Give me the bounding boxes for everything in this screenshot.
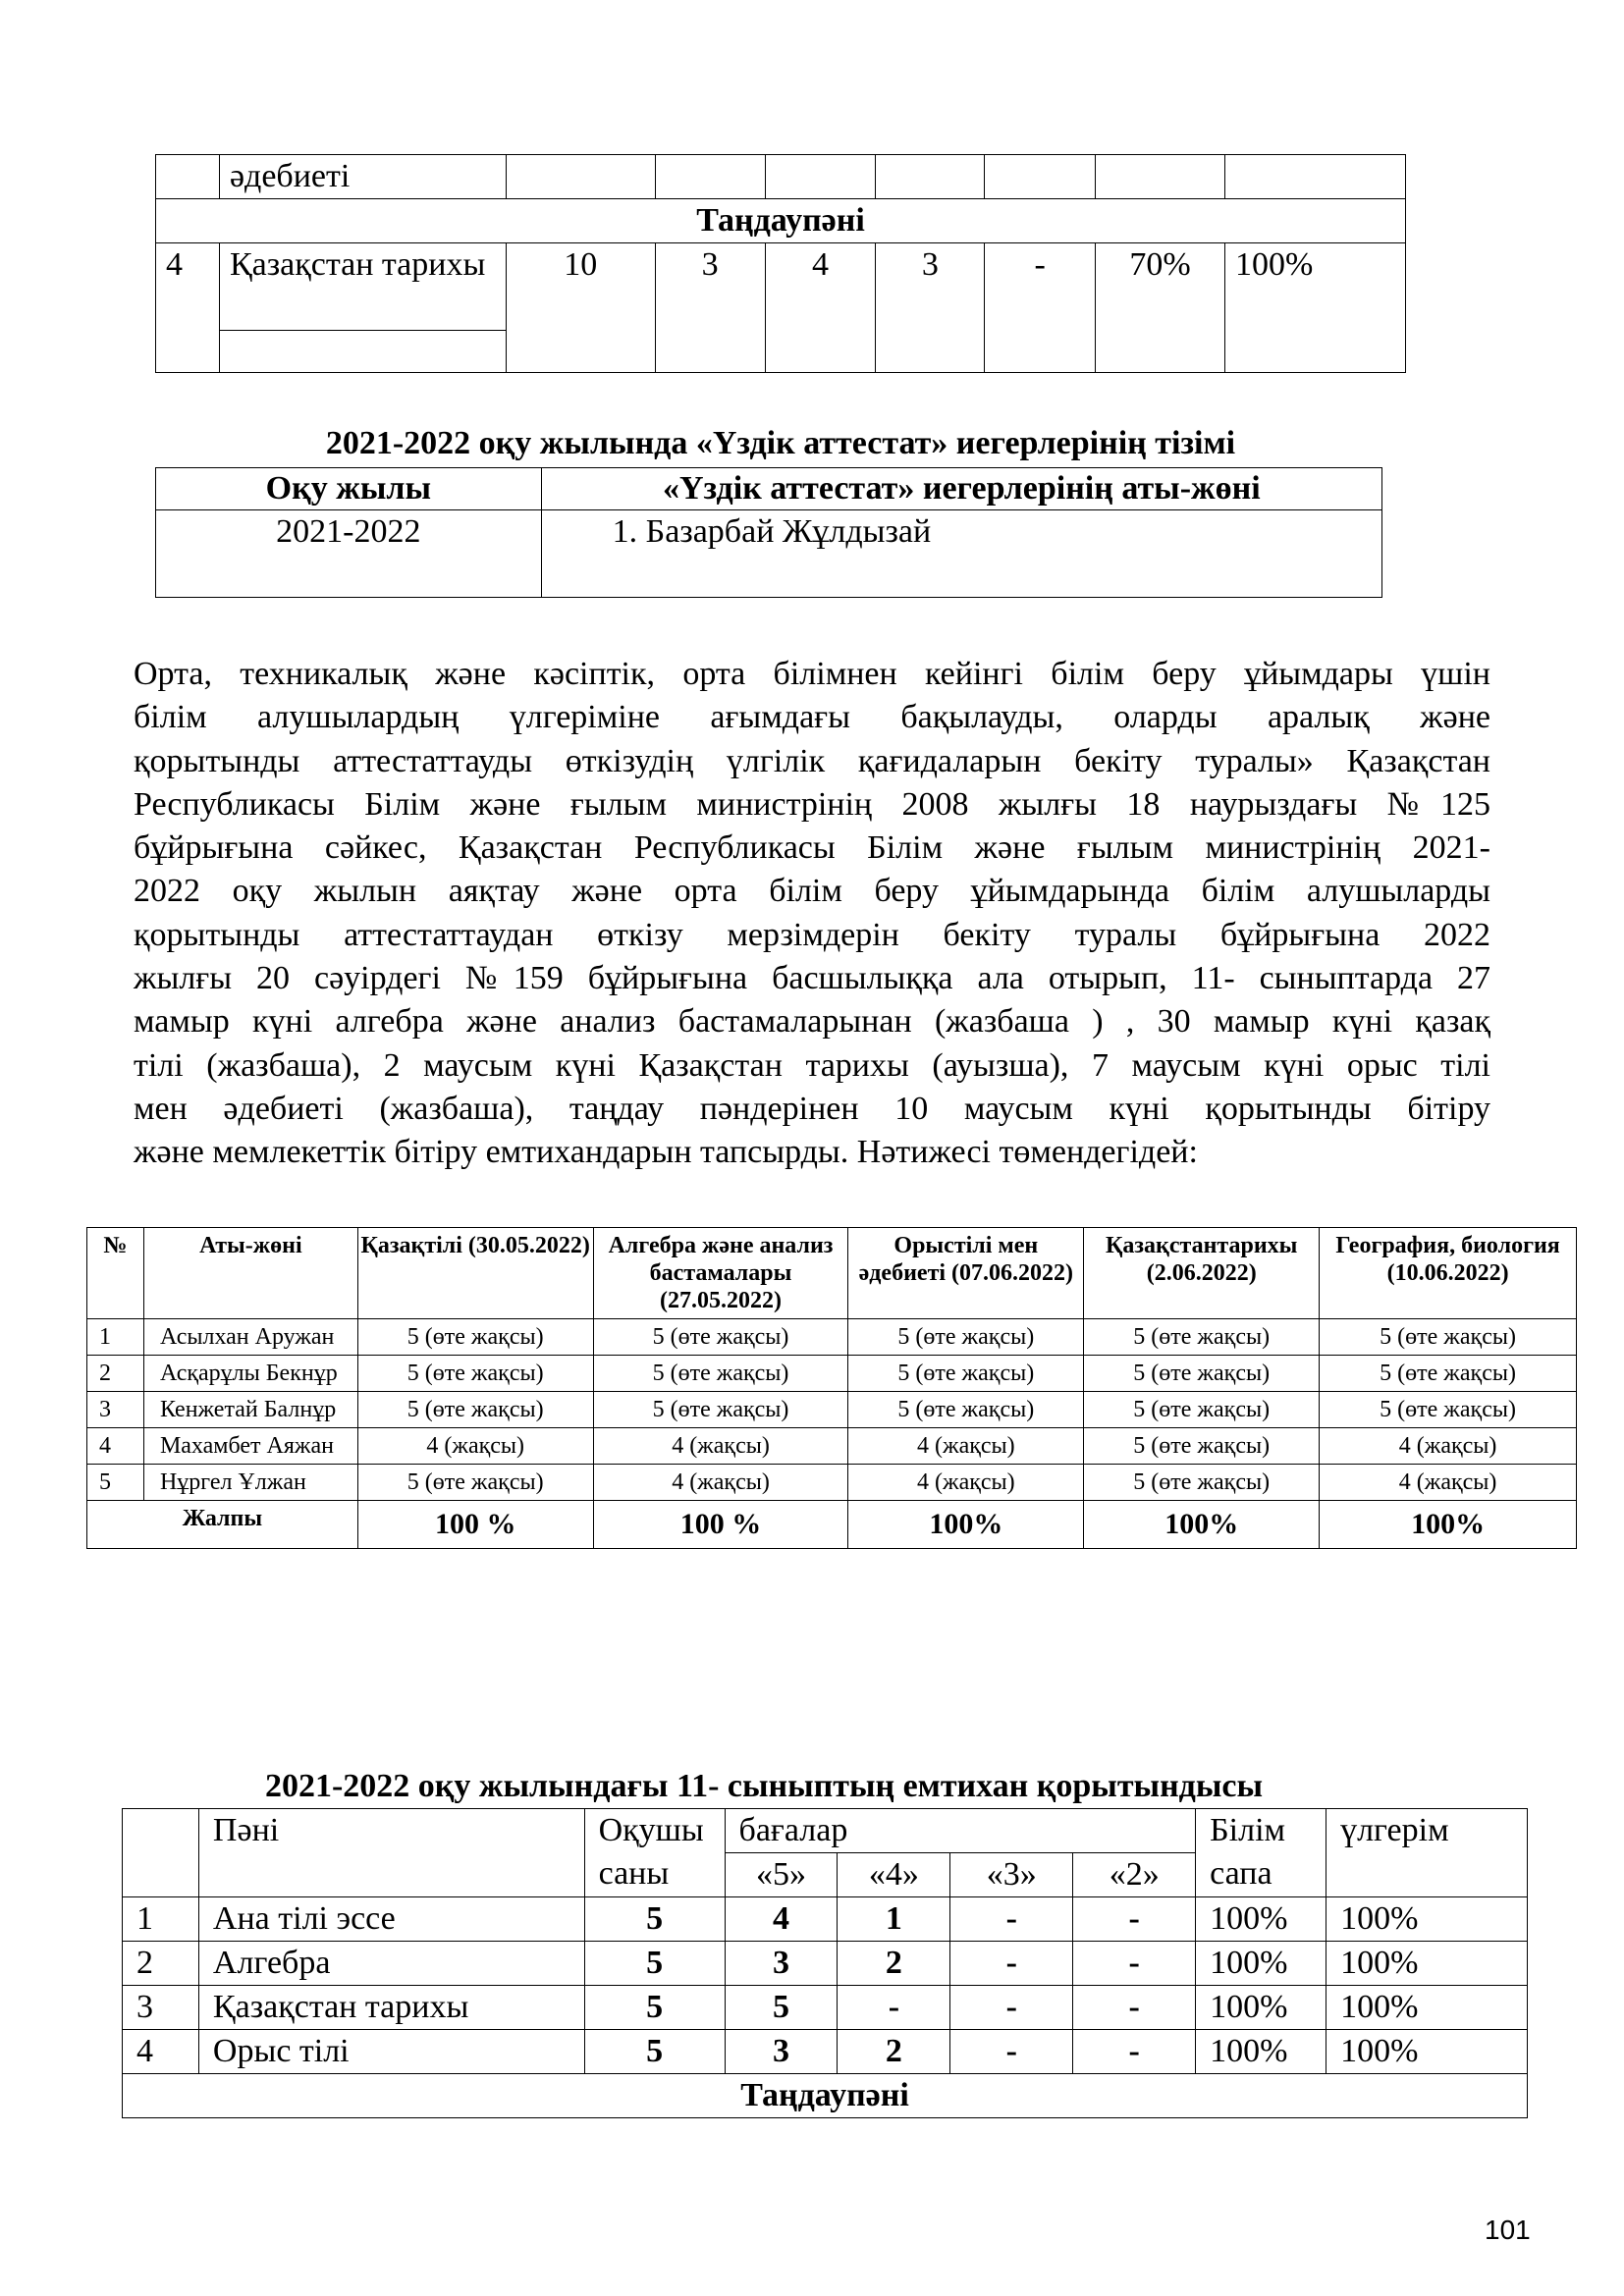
grade-russian: 5 (өте жақсы) (848, 1356, 1084, 1392)
paragraph-line: мен әдебиеті (жазбаша), таңдау пәндерінен 10 маусым күні қорытынды бітіру (134, 1090, 1490, 1127)
paragraph-line: және мемлекеттік бітіру емтихандарын тапсырды. Нәтижесі төмендегідей: (134, 1134, 1198, 1171)
progress-cell: 100% (1225, 243, 1406, 373)
grade3-cell: 3 (876, 243, 985, 373)
elective-header: Таңдаупәні (156, 199, 1406, 243)
grade-russian: 4 (жақсы) (848, 1428, 1084, 1465)
col-num-header: № (87, 1228, 144, 1319)
grade-russian: 5 (өте жақсы) (848, 1319, 1084, 1356)
table-row (123, 1897, 1528, 1942)
table-row (156, 199, 1406, 243)
grade2-cell: - (1073, 1942, 1196, 1986)
grade-geo: 5 (өте жақсы) (1320, 1319, 1577, 1356)
col-geo-header: География, биология (10.06.2022) (1320, 1228, 1577, 1319)
grade4-cell: - (838, 1986, 950, 2030)
col-russian-header: Орыстілі мен әдебиеті (07.06.2022) (848, 1228, 1084, 1319)
total-algebra: 100 % (593, 1501, 848, 1549)
grade5-cell: 3 (725, 2030, 838, 2074)
col-grades-header: бағалар (725, 1809, 1196, 1853)
table-header-row (156, 468, 1382, 510)
paragraph-line: бұйрығына сәйкес, Қазақстан Республикасы Білім және ғылым министрінің 2021- (134, 829, 1490, 867)
subject-cell: әдебиеті (219, 155, 506, 199)
grade-history: 5 (өте жақсы) (1084, 1356, 1320, 1392)
grade-geo: 5 (өте жақсы) (1320, 1392, 1577, 1428)
grade-kazakh: 5 (өте жақсы) (357, 1465, 593, 1501)
paragraph-line: Республикасы Білім және ғылым министрінің 2008 жылғы 18 наурыздағы №125 (134, 785, 1490, 823)
student-name: Нұргел Ұлжан (143, 1465, 357, 1501)
results-title: 2021-2022 оқу жылындағы 11- сыныптың емтихан қорытындысы (264, 1768, 1264, 1804)
col-name-header: Аты-жөні (143, 1228, 357, 1319)
paragraph-line: қорытынды аттестаттауды өткізудің үлгілік қағидаларын бекіту туралы» Қазақстан (134, 742, 1490, 779)
grade-algebra: 5 (өте жақсы) (593, 1356, 848, 1392)
year-cell: 2021-2022 (156, 510, 542, 598)
col-kazakh-header: Қазақтілі (30.05.2022) (357, 1228, 593, 1319)
elective-header: Таңдаупәні (123, 2074, 1528, 2118)
subject-cell: Алгебра (198, 1942, 584, 1986)
subject-cell: Қазақстан тарихы (198, 1986, 584, 2030)
grade-russian: 5 (өте жақсы) (848, 1392, 1084, 1428)
table-row (123, 1942, 1528, 1986)
col-history-header: Қазақстантарихы (2.06.2022) (1084, 1228, 1320, 1319)
row-number: 4 (87, 1428, 144, 1465)
row-number: 3 (87, 1392, 144, 1428)
row-number: 1 (87, 1319, 144, 1356)
body-paragraph (134, 653, 1490, 1175)
table-row (87, 1428, 1577, 1465)
grade4-cell: 1 (838, 1897, 950, 1942)
grade-geo: 4 (жақсы) (1320, 1465, 1577, 1501)
students-cell: 5 (584, 1986, 725, 2030)
grade2-cell: - (1073, 2030, 1196, 2074)
grade2-cell: - (1073, 1986, 1196, 2030)
student-name: Асқарұлы Бекнұр (143, 1356, 357, 1392)
paragraph-line: мамыр күні алгебра және анализ бастамаларынан (жазбаша ) , 30 мамыр күні қазақ (134, 1003, 1490, 1041)
paragraph-line: білім алушылардың үлгеріміне ағымдағы бақылауды, оларды аралық және (134, 699, 1490, 736)
grade4-cell: 2 (838, 1942, 950, 1986)
table-row (87, 1356, 1577, 1392)
grade-history: 5 (өте жақсы) (1084, 1319, 1320, 1356)
grade-algebra: 5 (өте жақсы) (593, 1392, 848, 1428)
total-history: 100% (1084, 1501, 1320, 1549)
total-russian: 100% (848, 1501, 1084, 1549)
col-g3-header: «3» (950, 1853, 1073, 1897)
grade3-cell: - (950, 1942, 1073, 1986)
holder-cell: 1. Базарбай Жұлдызай (541, 510, 1381, 598)
col-g4-header: «4» (838, 1853, 950, 1897)
best-certificate-title: 2021-2022 оқу жылында «Үздік аттестат» иегерлерінің тізімі (325, 425, 1236, 461)
student-exam-table (86, 1227, 1577, 1549)
paragraph-line: Орта, техникалық және кәсіптік, орта білімнен кейінгі білім беру ұйымдары үшін (134, 656, 1490, 692)
quality-cell: 70% (1096, 243, 1225, 373)
table-header-row (123, 1809, 1528, 1853)
quality-cell: 100% (1196, 1897, 1326, 1942)
subject-cell: Қазақстан тарихы (219, 243, 506, 331)
table-row (123, 1986, 1528, 2030)
student-name: Махамбет Аяжан (143, 1428, 357, 1465)
paragraph-line: қорытынды аттестаттаудан өткізу мерзімдерін бекіту туралы бұйрығына 2022 (134, 916, 1490, 953)
row-number: 5 (87, 1465, 144, 1501)
paragraph-line: 2022 оқу жылын аяқтау және орта білім беру ұйымдарында білім алушыларды (134, 873, 1490, 910)
table-row (123, 2074, 1528, 2118)
grade3-cell: - (950, 1897, 1073, 1942)
table-header-row (87, 1228, 1577, 1319)
table-row (156, 510, 1382, 598)
students-cell: 5 (584, 1897, 725, 1942)
col-g5-header: «5» (725, 1853, 838, 1897)
col-students-header: Оқушы саны (584, 1809, 725, 1897)
grade2-cell: - (1073, 1897, 1196, 1942)
grade-kazakh: 5 (өте жақсы) (357, 1319, 593, 1356)
students-cell: 5 (584, 1942, 725, 1986)
table-row (156, 243, 1406, 331)
total-label: Жалпы (87, 1501, 358, 1549)
page-number: 101 (1485, 2215, 1531, 2245)
grade3-cell: - (950, 2030, 1073, 2074)
grade-history: 5 (өте жақсы) (1084, 1465, 1320, 1501)
col-year-header: Оқу жылы (156, 468, 542, 510)
grade3-cell: - (950, 1986, 1073, 2030)
student-name: Асылхан Аружан (143, 1319, 357, 1356)
table-row (156, 155, 1406, 199)
grade-history: 5 (өте жақсы) (1084, 1428, 1320, 1465)
grade5-cell: 5 (725, 1986, 838, 2030)
col-g2-header: «2» (1073, 1853, 1196, 1897)
grade-kazakh: 5 (өте жақсы) (357, 1356, 593, 1392)
row-number: 4 (123, 2030, 199, 2074)
subject-cell: Ана тілі эссе (198, 1897, 584, 1942)
exam-summary-table-continued (155, 154, 1406, 373)
table-row (87, 1319, 1577, 1356)
class-results-table (122, 1808, 1528, 2118)
students-cell: 10 (506, 243, 655, 373)
col-progress-header: үлгерім (1326, 1809, 1528, 1897)
row-number: 1 (123, 1897, 199, 1942)
col-subject-header: Пәні (198, 1809, 584, 1897)
progress-cell: 100% (1326, 1986, 1528, 2030)
grade-algebra: 5 (өте жақсы) (593, 1319, 848, 1356)
paragraph-line: тілі (жазбаша), 2 маусым күні Қазақстан тарихы (ауызша), 7 маусым күні орыс тілі (134, 1046, 1490, 1084)
row-number: 2 (123, 1942, 199, 1986)
quality-cell: 100% (1196, 1986, 1326, 2030)
grade-russian: 4 (жақсы) (848, 1465, 1084, 1501)
grade-geo: 4 (жақсы) (1320, 1428, 1577, 1465)
grade-algebra: 4 (жақсы) (593, 1428, 848, 1465)
progress-cell: 100% (1326, 2030, 1528, 2074)
grade2-cell: - (985, 243, 1096, 373)
table-row (87, 1392, 1577, 1428)
progress-cell: 100% (1326, 1897, 1528, 1942)
total-geo: 100% (1320, 1501, 1577, 1549)
student-name: Кенжетай Балнұр (143, 1392, 357, 1428)
grade-history: 5 (өте жақсы) (1084, 1392, 1320, 1428)
grade5-cell: 3 (655, 243, 765, 373)
grade5-cell: 4 (725, 1897, 838, 1942)
grade-geo: 5 (өте жақсы) (1320, 1356, 1577, 1392)
col-algebra-header: Алгебра және анализ бастамалары (27.05.2022) (593, 1228, 848, 1319)
quality-cell: 100% (1196, 1942, 1326, 1986)
quality-cell: 100% (1196, 2030, 1326, 2074)
paragraph-line: жылғы 20 сәуірдегі №159 бұйрығына басшылыққа ала отырып, 11- сыныптарда 27 (134, 960, 1490, 997)
grade4-cell: 4 (765, 243, 876, 373)
total-kazakh: 100 % (357, 1501, 593, 1549)
table-row (123, 2030, 1528, 2074)
row-number: 4 (156, 243, 220, 373)
progress-cell: 100% (1326, 1942, 1528, 1986)
grade4-cell: 2 (838, 2030, 950, 2074)
subject-cell: Орыс тілі (198, 2030, 584, 2074)
col-quality-header: Білім сапа (1196, 1809, 1326, 1897)
total-row (87, 1501, 1577, 1549)
students-cell: 5 (584, 2030, 725, 2074)
grade-kazakh: 5 (өте жақсы) (357, 1392, 593, 1428)
best-certificate-table (155, 467, 1382, 598)
row-number: 2 (87, 1356, 144, 1392)
col-names-header: «Үздік аттестат» иегерлерінің аты-жөні (541, 468, 1381, 510)
grade-kazakh: 4 (жақсы) (357, 1428, 593, 1465)
grade-algebra: 4 (жақсы) (593, 1465, 848, 1501)
grade5-cell: 3 (725, 1942, 838, 1986)
table-row (87, 1465, 1577, 1501)
row-number: 3 (123, 1986, 199, 2030)
